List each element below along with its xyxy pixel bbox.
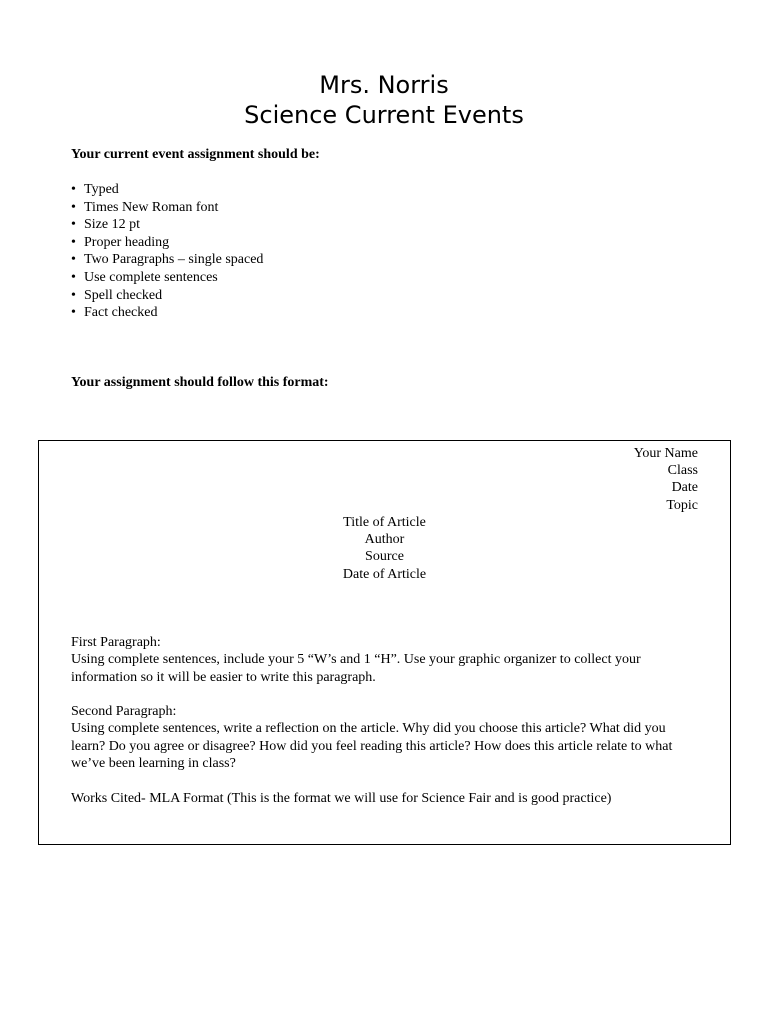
list-item [71, 251, 263, 269]
page-title-course: Science Current Events [244, 101, 524, 129]
requirement-text: Two Paragraphs – single spaced [84, 252, 264, 268]
requirements-list [71, 181, 263, 322]
heading-line-date: Date [671, 480, 698, 496]
bullet-icon: • [71, 305, 76, 321]
first-paragraph-label: First Paragraph: [71, 635, 161, 650]
requirement-text: Typed [84, 182, 119, 197]
requirement-text: Proper heading [84, 234, 170, 250]
heading-line-name: Your Name [633, 446, 698, 461]
student-heading-block [634, 445, 698, 514]
second-paragraph-label: Second Paragraph: [71, 704, 177, 720]
list-item [71, 181, 263, 199]
paragraph-gap [71, 686, 701, 703]
article-source-line: Source [365, 549, 404, 565]
bullet-icon: • [71, 252, 76, 268]
page-title-teacher: Mrs. Norris [319, 71, 449, 99]
format-intro: Your assignment should follow this format: [71, 375, 329, 390]
second-paragraph-text: Using complete sentences, write a reflection on the article. Why did you choose this article? What did you learn? Do you agree or disagree? How did you feel reading this article? How does this article relate to what we’ve been learning in class? [71, 721, 673, 772]
article-title-line: Title of Article [343, 515, 426, 530]
bullet-icon: • [71, 269, 76, 285]
requirement-text: Times New Roman font [84, 199, 219, 215]
heading-line-class: Class [667, 463, 698, 479]
heading-line-topic: Topic [666, 497, 698, 513]
assignment-body [71, 634, 701, 807]
article-info-block [39, 514, 730, 583]
works-cited-line: Works Cited- MLA Format (This is the format we will use for Science Fair and is good practice) [71, 790, 612, 806]
requirement-text: Spell checked [84, 287, 163, 303]
list-item [71, 287, 263, 305]
article-author-line: Author [364, 532, 405, 548]
list-item [71, 199, 263, 217]
list-item [71, 234, 263, 252]
bullet-icon: • [71, 182, 76, 197]
bullet-icon: • [71, 199, 76, 215]
bullet-icon: • [71, 287, 76, 303]
bullet-icon: • [71, 234, 76, 250]
first-paragraph-text: Using complete sentences, include your 5 “W’s and 1 “H”. Use your graphic organizer to collect your information so it will be easier to write this paragraph. [71, 652, 641, 685]
list-item [71, 269, 263, 287]
paragraph-gap [71, 772, 701, 789]
format-example-box [38, 440, 731, 845]
requirement-text: Fact checked [84, 305, 158, 321]
list-item [71, 304, 263, 322]
bullet-icon: • [71, 217, 76, 233]
list-item [71, 216, 263, 234]
requirement-text: Size 12 pt [84, 217, 140, 233]
requirement-text: Use complete sentences [84, 269, 218, 285]
article-date-line: Date of Article [342, 566, 427, 582]
requirements-intro: Your current event assignment should be: [71, 147, 320, 162]
